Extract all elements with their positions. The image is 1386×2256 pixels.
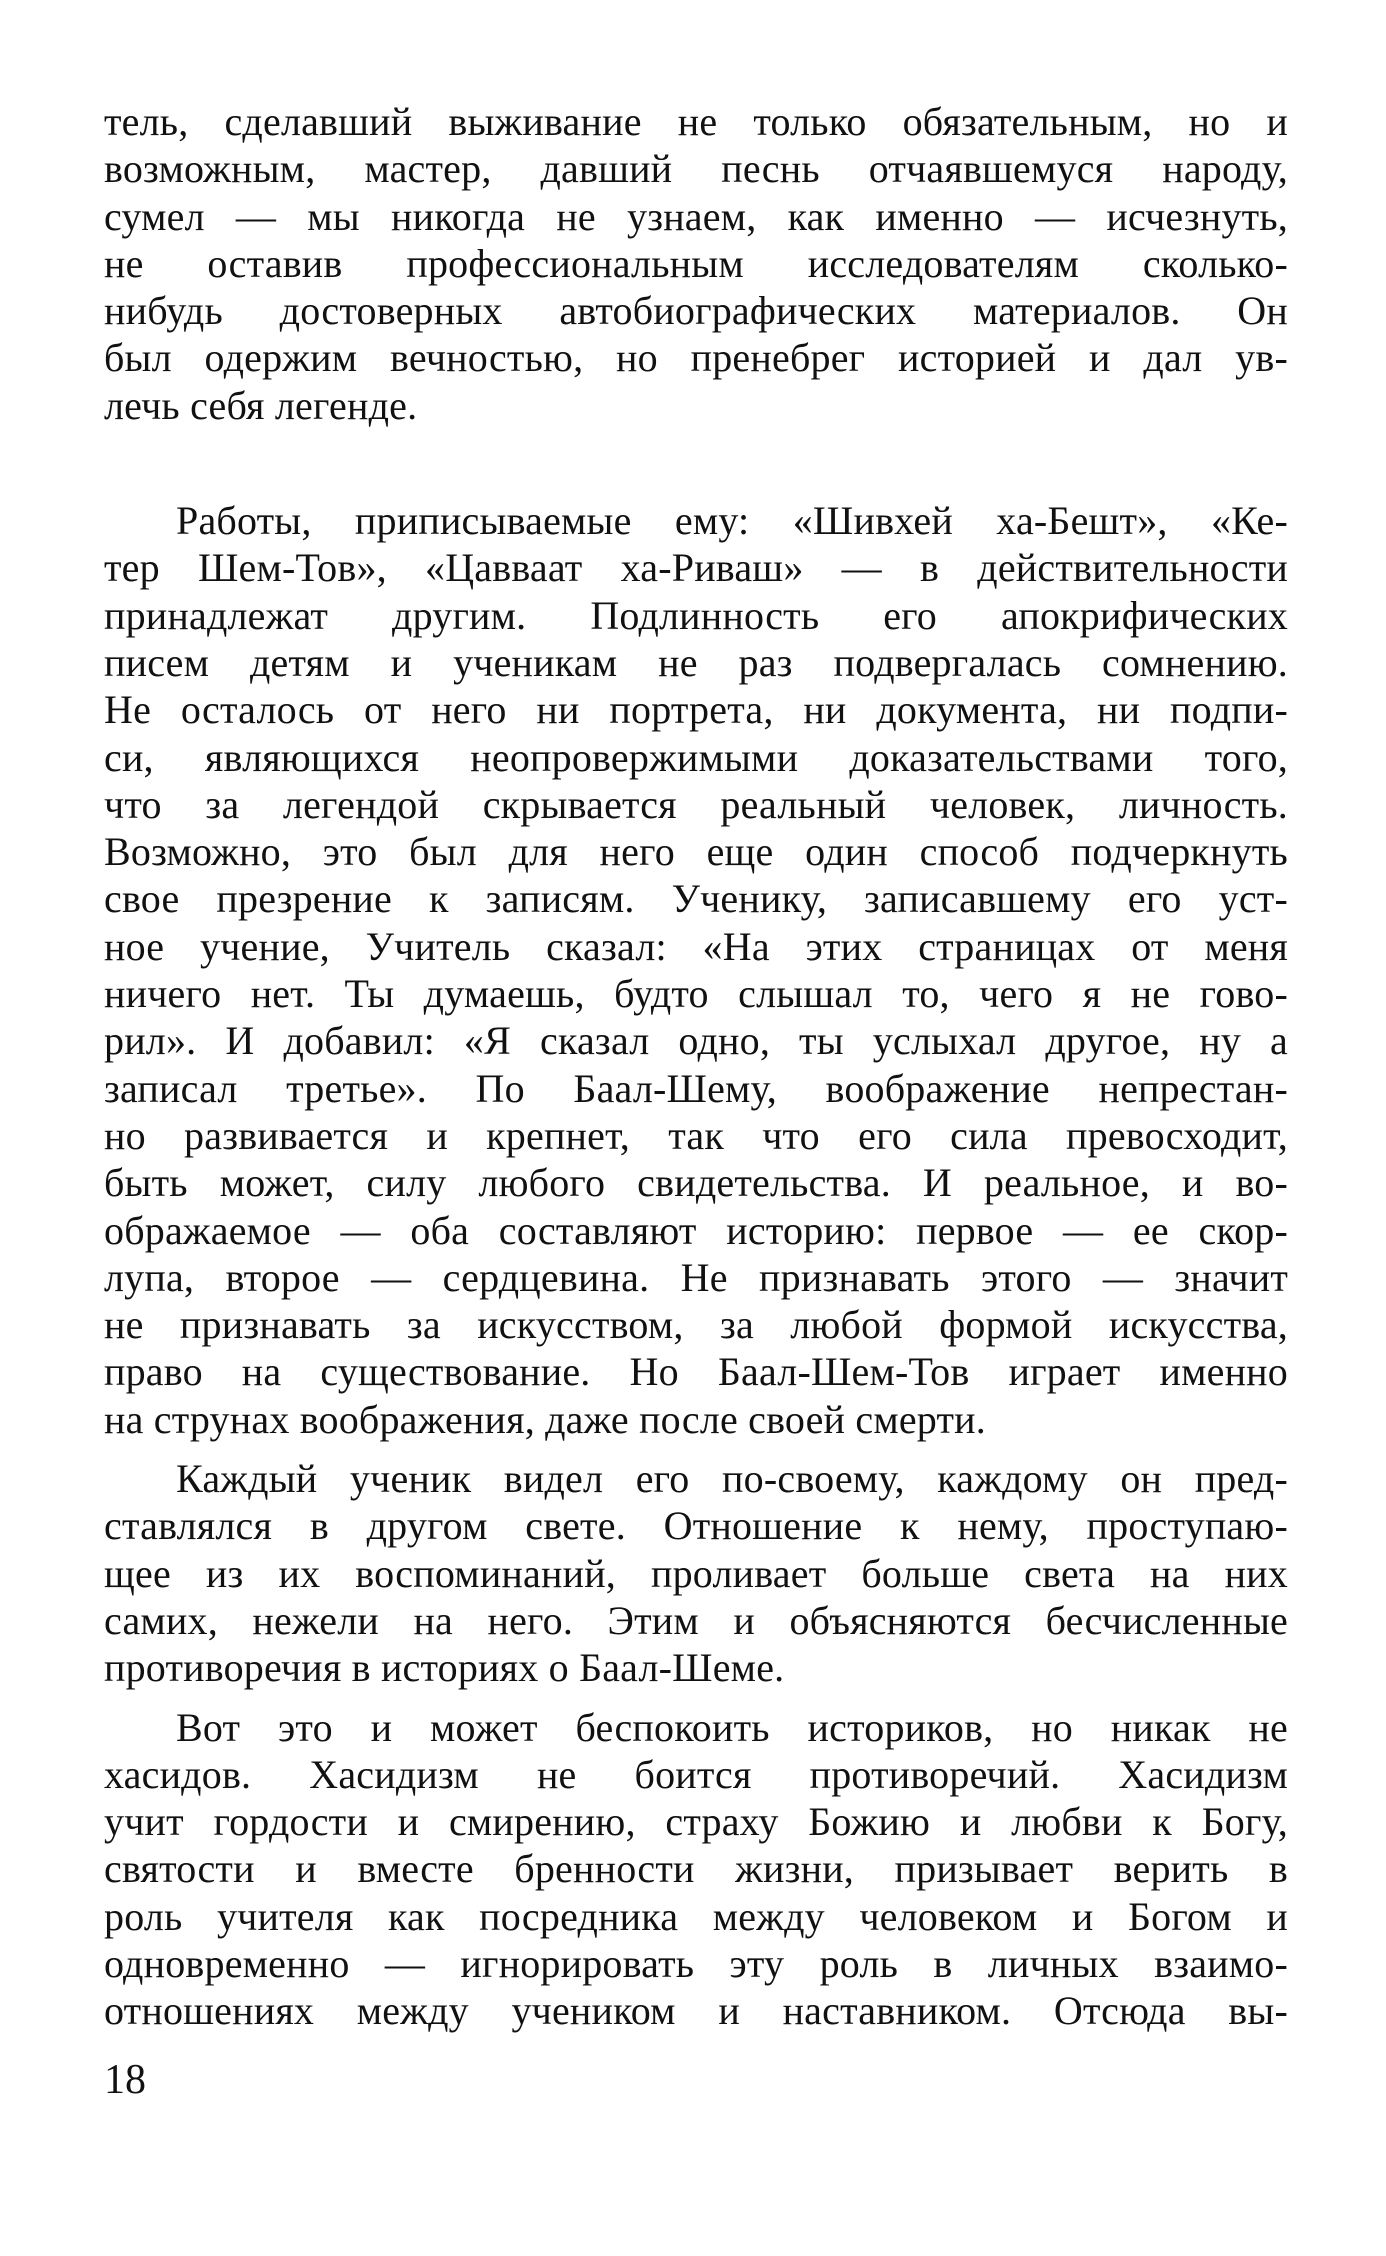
page-number: 18 — [104, 2057, 146, 2103]
text-line: лупа, второе — сердцевина. Не признавать этого — значит — [104, 1254, 1288, 1300]
text-line: был одержим вечностью, но пренебрег историей и дал ув- — [104, 335, 1288, 381]
text-line: не оставив профессиональным исследователям сколько- — [104, 240, 1288, 286]
text-line: рил». И добавил: «Я сказал одно, ты услыхал другое, ну а — [104, 1018, 1288, 1064]
text-line: право на существование. Но Баал-Шем-Тов играет именно — [104, 1349, 1288, 1395]
body-text — [104, 98, 1288, 2035]
paragraph — [104, 1455, 1288, 1691]
paragraph-gap — [104, 1692, 1288, 1704]
text-line: щее из их воспоминаний, проливает больше света на них — [104, 1550, 1288, 1596]
text-line: ображаемое — оба составляют историю: первое — ее скор- — [104, 1207, 1288, 1253]
text-line: ное учение, Учитель сказал: «На этих страницах от меня — [104, 923, 1288, 969]
text-line: сумел — мы никогда не узнаем, как именно — исчезнуть, — [104, 193, 1288, 239]
text-line: писем детям и ученикам не раз подвергалась сомнению. — [104, 639, 1288, 685]
text-line: ничего нет. Ты думаешь, будто слышал то, чего я не гово- — [104, 971, 1288, 1017]
paragraph-gap — [104, 429, 1288, 497]
text-line: тер Шем-Тов», «Цавваат ха-Риваш» — в действительности — [104, 545, 1288, 591]
text-line: самих, нежели на него. Этим и объясняются бесчисленные — [104, 1597, 1288, 1643]
text-line: учит гордости и смирению, страху Божию и любви к Богу, — [104, 1799, 1288, 1845]
paragraph — [104, 1704, 1288, 2035]
text-line: записал третье». По Баал-Шему, воображение непрестан- — [104, 1065, 1288, 1111]
text-line: хасидов. Хасидизм не боится противоречий. Хасидизм — [104, 1751, 1288, 1797]
text-line: роль учителя как посредника между человеком и Богом и — [104, 1893, 1288, 1939]
paragraph — [104, 98, 1288, 429]
text-line: нибудь достоверных автобиографических материалов. Он — [104, 288, 1288, 334]
text-line: быть может, силу любого свидетельства. И реальное, и во- — [104, 1160, 1288, 1206]
text-line: свое презрение к записям. Ученику, записавшему его уст- — [104, 876, 1288, 922]
text-line: Каждый ученик видел его по-своему, каждому он пред- — [176, 1456, 1288, 1502]
text-line: ставлялся в другом свете. Отношение к нему, проступаю- — [104, 1503, 1288, 1549]
text-line: тель, сделавший выживание не только обязательным, но и — [104, 99, 1288, 144]
text-line: Возможно, это был для него еще один способ подчеркнуть — [104, 829, 1288, 875]
text-line: Вот это и может беспокоить историков, но никак не — [176, 1704, 1288, 1750]
text-line: Не осталось от него ни портрета, ни документа, ни подпи- — [104, 687, 1288, 733]
text-line: на струнах воображения, даже после своей смерти. — [104, 1396, 986, 1442]
text-line: но развивается и крепнет, так что его сила превосходит, — [104, 1112, 1288, 1158]
text-line: отношениях между учеником и наставником. Отсюда вы- — [104, 1988, 1288, 2034]
paragraph — [104, 497, 1288, 1443]
text-line: возможным, мастер, давший песнь отчаявшемуся народу, — [104, 146, 1288, 192]
text-line: Работы, приписываемые ему: «Шивхей ха-Бешт», «Ке- — [176, 498, 1288, 544]
text-line: лечь себя легенде. — [104, 382, 418, 428]
text-line: не признавать за искусством, за любой формой искусства, — [104, 1302, 1288, 1348]
text-line: противоречия в историях о Баал-Шеме. — [104, 1645, 785, 1691]
text-line: одновременно — игнорировать эту роль в личных взаимо- — [104, 1940, 1288, 1986]
paragraph-gap — [104, 1443, 1288, 1455]
text-line: си, являющихся неопровержимыми доказательствами того, — [104, 734, 1288, 780]
text-line: святости и вместе бренности жизни, призывает верить в — [104, 1846, 1288, 1892]
text-line: что за легендой скрывается реальный человек, личность. — [104, 781, 1288, 827]
text-line: принадлежат другим. Подлинность его апокрифических — [104, 592, 1288, 638]
